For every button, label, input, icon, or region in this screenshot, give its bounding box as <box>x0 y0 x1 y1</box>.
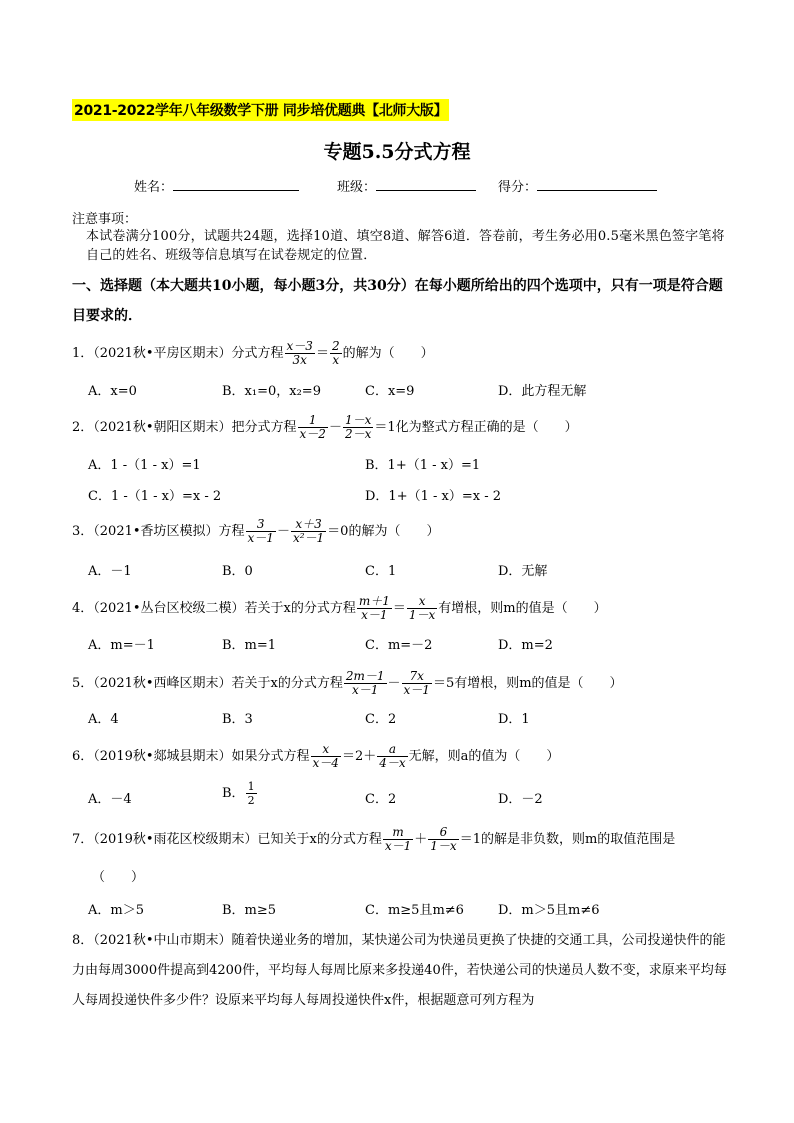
q4-option-a[interactable]: A．m=－1 <box>88 638 155 653</box>
q1-option-b[interactable]: B．x₁=0，x₂=9 <box>222 384 321 399</box>
q6-fraction-left: $\frac{x}{x-4}$ <box>312 742 339 770</box>
notes-text: 本试卷满分100分，试题共24题，选择10道、填空8道、解答6道．答卷前，考生务必用0.5毫米黑色签字笔将自己的姓名、班级等信息填写在试卷规定的位置． <box>86 229 725 263</box>
q3-option-b[interactable]: B．0 <box>222 564 253 579</box>
section-heading: 一、选择题（本大题共10小题，每小题3分，共30分）在每小题所给出的四个选项中，只有一项是符合题目要求的． <box>72 278 723 324</box>
q6-option-a[interactable]: A．－4 <box>88 792 132 807</box>
q6-option-b[interactable]: B． $\frac{1}{2}$ <box>222 780 255 807</box>
q1-fraction-left: $\frac{x-3}{3x}$ <box>286 339 313 367</box>
q6-option-c[interactable]: C．2 <box>365 792 397 807</box>
q1-option-a[interactable]: A．x=0 <box>88 384 137 399</box>
question-8: 8．（2021秋•中山市期末）随着快递业务的增加，某快递公司为快递员更换了快捷的交通工具，公司投递快件的能力由每周3000件提高到4200件，平均每人每周比原来多投递40件，若快递公司的快递员人数不变，求原来平均每人每周投递快件多少件？设原来平均每人每周投递快件x件，根据题意可列方程为 <box>72 933 727 1008</box>
q4-option-d[interactable]: D．m=2 <box>498 638 553 653</box>
q5-option-d[interactable]: D．1 <box>498 712 530 727</box>
class-field[interactable] <box>337 176 476 195</box>
question-5: 5．（2021秋•西峰区期末）若关于x的分式方程 $\frac{2m-1}{x-1}$ － $\frac{7x}{x-1}$ ＝5有增根，则m的值是（ ） <box>72 669 623 697</box>
q6-fraction-right: $\frac{a}{4-x}$ <box>379 742 406 770</box>
name-label: 姓名： <box>134 180 174 195</box>
q2-option-a[interactable]: A．1 -（1 - x）=1 <box>88 458 201 473</box>
q7-option-c[interactable]: C．m≥5且m≠6 <box>365 903 464 918</box>
q6-option-b-fraction: $\frac{1}{2}$ <box>247 780 255 807</box>
q7-stem: 7．（2019秋•雨花区校级期末）已知关于x的分式方程 <box>72 832 382 847</box>
q2-option-b[interactable]: B．1+（1 - x）=1 <box>365 458 481 473</box>
q4-option-c[interactable]: C．m=－2 <box>365 638 433 653</box>
name-blank[interactable] <box>173 178 299 191</box>
q3-fraction-right: $\frac{x+3}{\text{x²－1}}$ <box>292 517 325 545</box>
header-tag: 2021-2022学年八年级数学下册 同步培优题典【北师大版】 <box>72 99 449 121</box>
question-7: 7．（2019秋•雨花区校级期末）已知关于x的分式方程 $\frac{m}{x-1}$ ＋ $\frac{6}{1-x}$ ＝1的解是非负数，则m的取值范围是 <box>72 825 676 853</box>
notes-heading: 注意事项： <box>72 212 138 227</box>
q4-fraction-right: $\frac{x}{1-x}$ <box>408 594 436 622</box>
q5-option-c[interactable]: C．2 <box>365 712 397 727</box>
q5-fraction-left: $\frac{2m-1}{x-1}$ <box>345 669 385 697</box>
q5-option-a[interactable]: A．4 <box>88 712 119 727</box>
q5-stem: 5．（2021秋•西峰区期末）若关于x的分式方程 <box>72 676 343 691</box>
q2-fraction-right: $\frac{1-x}{2-x}$ <box>344 413 372 441</box>
page-title: 专题5.5分式方程 <box>323 141 471 163</box>
question-4: 4．（2021•丛台区校级二模）若关于x的分式方程 $\frac{m+1}{x-1}$ ＝ $\frac{x}{1-x}$ 有增根，则m的值是（ ） <box>72 594 607 622</box>
q4-option-b[interactable]: B．m=1 <box>222 638 277 653</box>
q6-option-d[interactable]: D．－2 <box>498 792 543 807</box>
q6-stem: 6．（2019秋•郯城县期末）如果分式方程 <box>72 749 310 764</box>
q3-option-a[interactable]: A．－1 <box>88 564 132 579</box>
score-label: 得分： <box>498 180 538 195</box>
class-label: 班级： <box>337 180 377 195</box>
q1-option-d[interactable]: D．此方程无解 <box>498 384 587 399</box>
q2-fraction-left: $\frac{1}{x-2}$ <box>299 413 326 441</box>
q3-option-c[interactable]: C．1 <box>365 564 397 579</box>
q7-answer-paren: （ ） <box>92 870 145 885</box>
name-field[interactable] <box>134 176 299 195</box>
q1-fraction-right: $\frac{2}{x}$ <box>331 339 340 367</box>
q1-stem: 1．（2021秋•平房区期末）分式方程 <box>72 346 284 361</box>
q4-stem: 4．（2021•丛台区校级二模）若关于x的分式方程 <box>72 601 356 616</box>
q7-option-b[interactable]: B．m≥5 <box>222 903 277 918</box>
q7-option-a[interactable]: A．m＞5 <box>88 903 144 918</box>
question-1: 1．（2021秋•平房区期末）分式方程 $\frac{x-3}{3x}$ ＝ $\frac{2}{x}$ 的解为（ ） <box>72 339 434 367</box>
class-blank[interactable] <box>376 178 476 191</box>
q7-fraction-right: $\frac{6}{1-x}$ <box>430 825 457 853</box>
score-blank[interactable] <box>537 178 657 191</box>
q2-option-c[interactable]: C．1 -（1 - x）=x - 2 <box>88 489 222 504</box>
q5-option-b[interactable]: B．3 <box>222 712 253 727</box>
question-3: 3．（2021•香坊区模拟）方程 $\frac{3}{x-1}$ － $\frac{x+3}{\text{x²－1}}$ ＝0的解为（ ） <box>72 517 440 545</box>
q3-option-d[interactable]: D．无解 <box>498 564 548 579</box>
q7-fraction-left: $\frac{m}{x-1}$ <box>384 825 412 853</box>
q3-stem: 3．（2021•香坊区模拟）方程 <box>72 524 245 539</box>
q4-fraction-left: $\frac{m+1}{x-1}$ <box>358 594 390 622</box>
q1-option-c[interactable]: C．x=9 <box>365 384 415 399</box>
q7-option-d[interactable]: D．m＞5且m≠6 <box>498 903 600 918</box>
q3-fraction-left: $\frac{3}{x-1}$ <box>247 517 274 545</box>
question-6: 6．（2019秋•郯城县期末）如果分式方程 $\frac{x}{x-4}$ ＝2＋ $\frac{a}{4-x}$ 无解，则a的值为（ ） <box>72 742 560 770</box>
q2-option-d[interactable]: D．1+（1 - x）=x - 2 <box>365 489 501 504</box>
q2-stem: 2．（2021秋•朝阳区期末）把分式方程 <box>72 420 297 435</box>
score-field[interactable] <box>498 176 657 195</box>
q5-fraction-right: $\frac{7x}{x-1}$ <box>403 669 430 697</box>
question-2: 2．（2021秋•朝阳区期末）把分式方程 $\frac{1}{x-2}$ － $\frac{1-x}{2-x}$ ＝1化为整式方程正确的是（ ） <box>72 413 578 441</box>
